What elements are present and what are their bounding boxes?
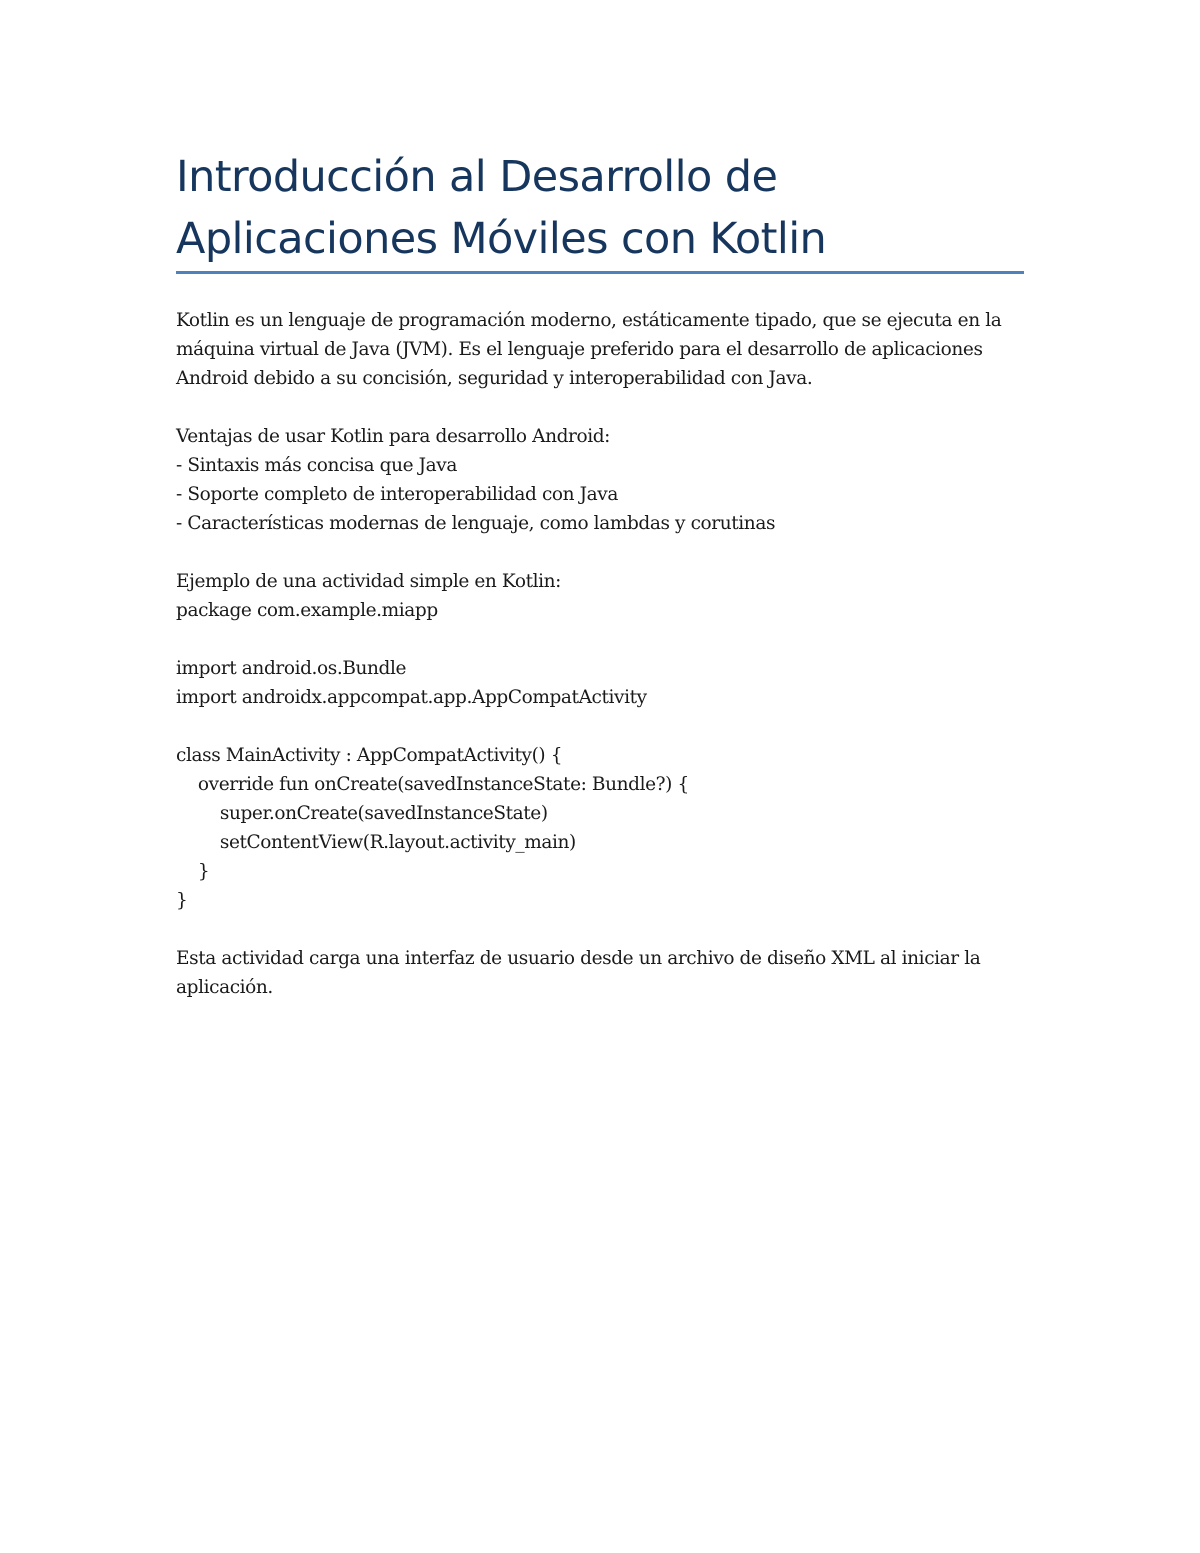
conclusion-line: Esta actividad carga una interfaz de usuario desde un archivo de diseño XML al iniciar la — [176, 948, 981, 969]
paragraph-spacer — [176, 915, 1024, 944]
intro-paragraph — [176, 306, 1024, 393]
title-line-2: Aplicaciones Móviles con Kotlin — [176, 214, 827, 264]
advantage-item: - Sintaxis más concisa que Java — [176, 455, 457, 476]
code-line: super.onCreate(savedInstanceState) — [176, 803, 548, 824]
code-line: setContentView(R.layout.activity_main) — [176, 832, 576, 853]
advantage-item: - Soporte completo de interoperabilidad con Java — [176, 484, 618, 505]
code-line — [176, 712, 1024, 741]
title-underline-divider — [176, 271, 1024, 274]
code-line: import android.os.Bundle — [176, 658, 407, 679]
intro-line: Android debido a su concisión, seguridad y interoperabilidad con Java. — [176, 368, 813, 389]
conclusion-paragraph — [176, 944, 1024, 1002]
conclusion-line: aplicación. — [176, 977, 273, 998]
example-heading: Ejemplo de una actividad simple en Kotlin: — [176, 571, 561, 592]
code-line: override fun onCreate(savedInstanceState: Bundle?) { — [176, 774, 689, 795]
title-line-1: Introducción al Desarrollo de — [176, 152, 778, 202]
code-line: class MainActivity : AppCompatActivity() { — [176, 745, 563, 766]
paragraph-spacer — [176, 393, 1024, 422]
code-line: } — [176, 861, 210, 882]
example-section — [176, 567, 1024, 915]
advantage-item: - Características modernas de lenguaje, como lambdas y corutinas — [176, 513, 776, 534]
code-line — [176, 625, 1024, 654]
document-body — [176, 306, 1024, 1002]
code-line: package com.example.miapp — [176, 600, 438, 621]
document-title — [176, 146, 1024, 270]
intro-line: Kotlin es un lenguaje de programación moderno, estáticamente tipado, que se ejecuta en la — [176, 310, 1002, 331]
code-line: } — [176, 890, 188, 911]
advantages-heading: Ventajas de usar Kotlin para desarrollo Android: — [176, 426, 610, 447]
code-line: import androidx.appcompat.app.AppCompatActivity — [176, 687, 647, 708]
paragraph-spacer — [176, 538, 1024, 567]
intro-line: máquina virtual de Java (JVM). Es el lenguaje preferido para el desarrollo de aplicaciones — [176, 339, 983, 360]
advantages-section — [176, 422, 1024, 538]
